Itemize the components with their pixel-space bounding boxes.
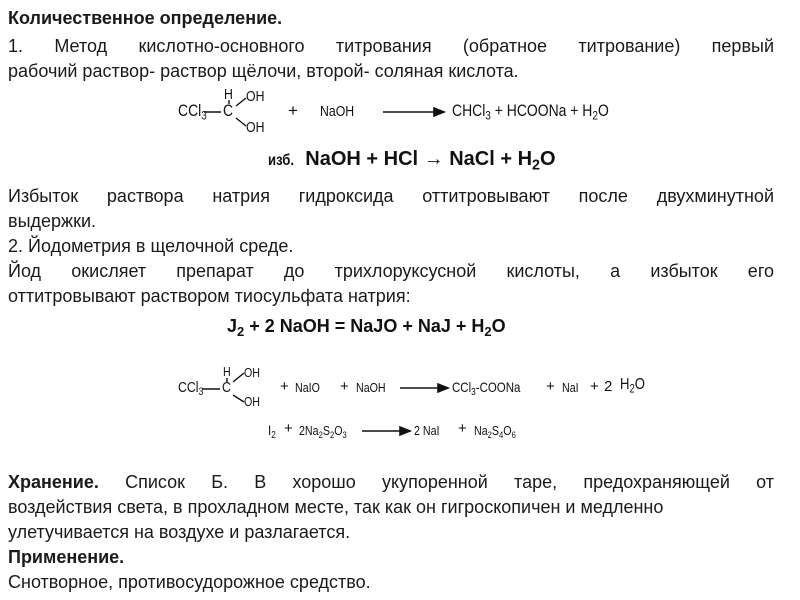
eq1-naoh: NaOH bbox=[320, 103, 355, 120]
eq2-arrow: → bbox=[423, 148, 444, 170]
use-label: Применение. bbox=[8, 547, 125, 567]
storage-line2: воздействия света, в прохладном месте, так как он гигроскопичен и медленно bbox=[8, 497, 664, 517]
eq1-oh-top: OH bbox=[246, 88, 265, 105]
excess-line1: Избыток раствора натрия гидроксида оттитровывают после двухминутной bbox=[8, 186, 774, 206]
eq5-i2: $I_2$ bbox=[268, 422, 276, 442]
eq4-c: C bbox=[222, 379, 231, 396]
storage-text1: Список Б. В хорошо укупоренной таре, предохраняющей от bbox=[98, 472, 774, 492]
eq4-plus2: + bbox=[340, 378, 349, 395]
method1-line2: рабочий раствор- раствор щёлочи, второй- соляная кислота. bbox=[8, 61, 519, 81]
eq4-h2o: $H_2O$ bbox=[620, 376, 645, 396]
eq1-products: CHCl$_3$ + HCOONa + $H_2O$ bbox=[452, 101, 609, 123]
use-text: Снотворное, противосудорожное средство. bbox=[8, 572, 371, 592]
eq1-ccl3: CCl$_3$ bbox=[178, 101, 207, 123]
eq1-oh-bottom: OH bbox=[246, 119, 265, 136]
eq5-plus2: + bbox=[458, 420, 467, 437]
eq1-plus: + bbox=[288, 101, 298, 120]
method1-line1: 1. Метод кислотно-основного титрования (обратное титрование) первый bbox=[8, 36, 774, 56]
eq1-bond-c-oh-bottom bbox=[236, 118, 246, 126]
eq4-bond-c-oh-bottom bbox=[233, 395, 244, 402]
eq4-ccl3: CCl$_3$ bbox=[178, 379, 204, 399]
storage-label: Хранение. bbox=[8, 472, 99, 492]
equation-3: $J_2 + 2$ NaOH = NaJO + NaJ + $H_2O$ bbox=[227, 316, 506, 339]
eq4-product: CCl$_3$-COONa bbox=[452, 379, 521, 399]
eq1-bond-c-oh-top bbox=[236, 98, 246, 106]
eq4-h: H bbox=[223, 364, 231, 379]
iodine-line2: оттитровывают раствором тиосульфата натрия: bbox=[8, 286, 411, 306]
eq1-arrowhead bbox=[434, 108, 444, 116]
eq4-arrowhead bbox=[438, 384, 448, 392]
eq1-c: C bbox=[223, 101, 234, 120]
eq2-body: NaOH + HCl bbox=[305, 148, 419, 170]
iodine-line1: Йод окисляет препарат до трихлоруксусной кислоты, а избыток его bbox=[8, 261, 774, 281]
eq4-naoh: NaOH bbox=[356, 380, 386, 395]
eq4-nai: NaI bbox=[562, 380, 579, 395]
eq4-plus4: + bbox=[590, 378, 599, 395]
eq5-plus1: + bbox=[284, 420, 293, 437]
eq4-plus3: + bbox=[546, 378, 555, 395]
eq4-naio: NaIO bbox=[295, 380, 320, 395]
eq5-arrowhead bbox=[400, 427, 410, 435]
storage-line1 bbox=[8, 470, 774, 494]
excess-line2: выдержки. bbox=[8, 211, 96, 231]
storage-line3: улетучивается на воздухе и разлагается. bbox=[8, 522, 351, 542]
eq2-nacl: NaCl + H bbox=[449, 148, 533, 170]
eq5-product: 2 NaI bbox=[414, 423, 440, 438]
eq5-na2s2o3: $2Na_2S_2O_3$ bbox=[299, 423, 347, 440]
eq4-oh-bottom: OH bbox=[244, 394, 260, 409]
eq4-plus1: + bbox=[280, 378, 289, 395]
eq4-oh-top: OH bbox=[244, 365, 260, 380]
eq4-two: 2 bbox=[604, 378, 613, 395]
heading-quantitative: Количественное определение. bbox=[8, 8, 283, 28]
eq1-h: H bbox=[224, 86, 233, 103]
method2-title: 2. Йодометрия в щелочной среде. bbox=[8, 236, 294, 256]
eq4-bond-c-oh-top bbox=[233, 373, 244, 382]
eq2-prefix: изб. bbox=[268, 152, 295, 169]
equation-2: изб. NaOH + HCl → NaCl + $H_2O$ bbox=[268, 148, 556, 174]
eq5-na2s4o6: $Na_2S_4O_6$ bbox=[474, 423, 516, 440]
